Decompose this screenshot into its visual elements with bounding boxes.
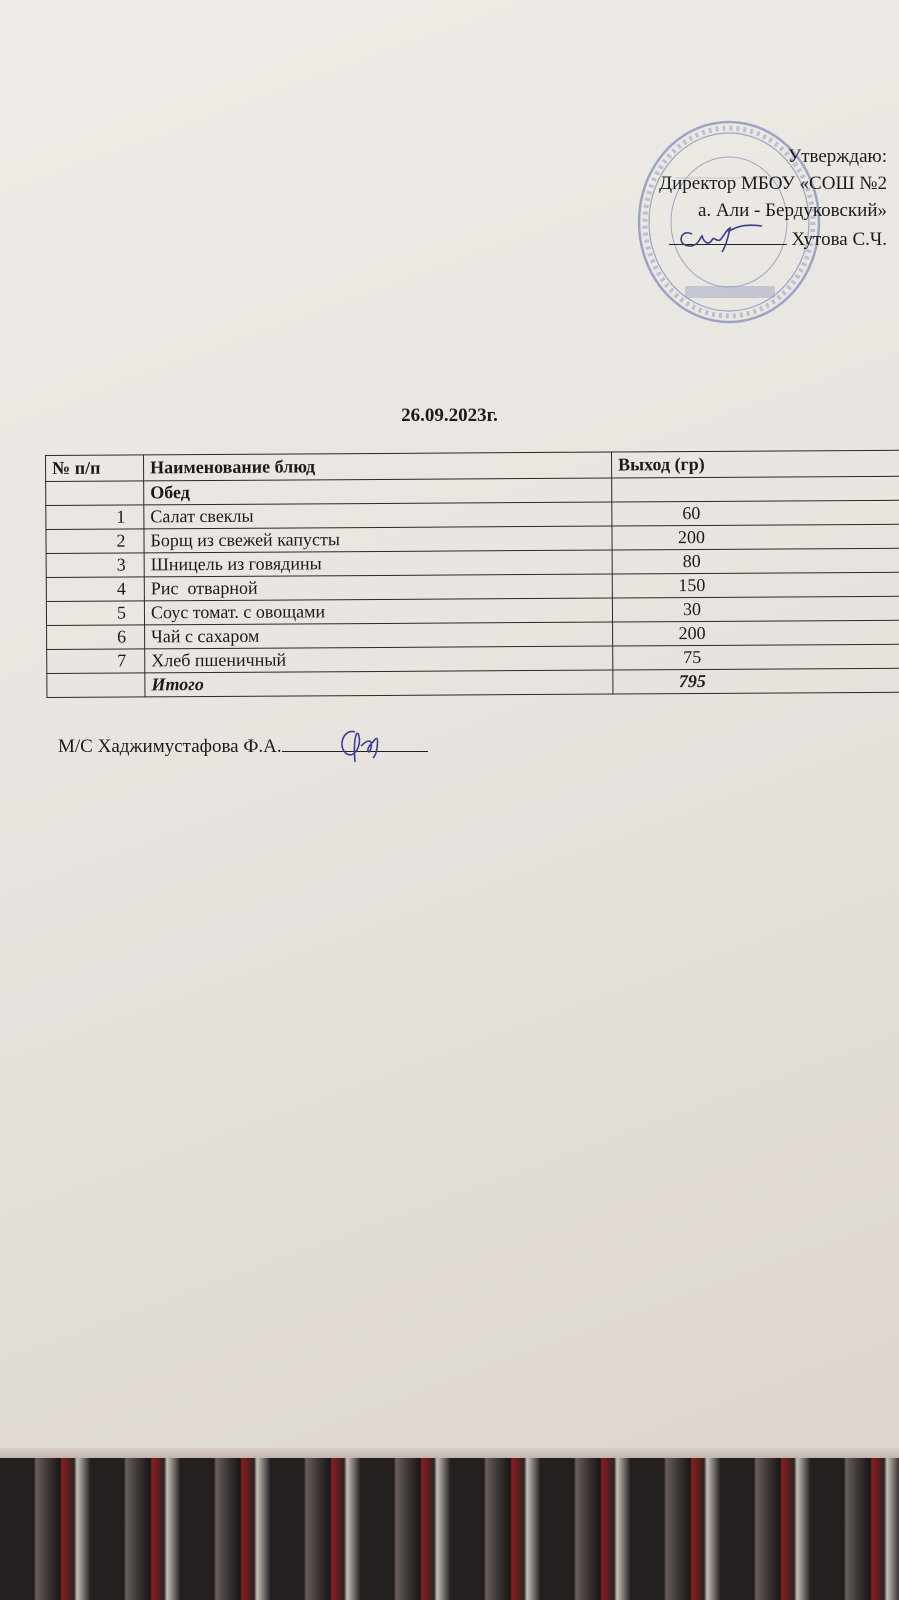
- row-number: 6: [47, 625, 145, 650]
- row-number: 3: [46, 553, 144, 578]
- menu-date: 26.09.2023г.: [401, 405, 498, 426]
- dish-name: Рис отварной: [144, 574, 612, 601]
- approval-title: Утверждаю:: [787, 146, 887, 167]
- dish-weight: 75: [613, 644, 899, 670]
- background-surface: [0, 1458, 899, 1600]
- approval-school: а. Али - Бердуковский»: [697, 200, 887, 221]
- nurse-signature: [325, 718, 410, 768]
- total-value: 795: [613, 668, 899, 694]
- row-number: 4: [46, 577, 144, 602]
- dish-name: Салат свеклы: [144, 502, 612, 529]
- dish-weight: 80: [612, 548, 899, 574]
- dish-name: Чай с сахаром: [145, 622, 613, 649]
- dish-weight: 150: [612, 572, 899, 598]
- dish-name: Борщ из свежей капусты: [144, 526, 612, 553]
- section-label: Обед: [144, 478, 612, 505]
- paper-edge: [0, 1448, 899, 1458]
- total-row: [47, 668, 899, 697]
- nurse-name: М/С Хаджимустафова Ф.А.: [58, 736, 282, 757]
- approval-position: Директор МБОУ «СОШ №2: [659, 173, 887, 194]
- dish-weight: 30: [612, 596, 899, 622]
- row-number: 7: [47, 649, 145, 674]
- dish-name: Шницель из говядины: [144, 550, 612, 577]
- dish-name: Хлеб пшеничный: [145, 646, 613, 673]
- header-dish-name: Наименование блюд: [144, 452, 612, 481]
- dish-weight: 60: [612, 500, 899, 526]
- menu-table: [45, 450, 899, 698]
- director-signature: [670, 216, 770, 256]
- row-number: 2: [46, 529, 144, 554]
- dish-name: Соус томат. с овощами: [144, 598, 612, 625]
- header-weight: Выход (гр): [611, 450, 899, 478]
- row-number: 1: [46, 505, 144, 530]
- total-label: Итого: [145, 670, 613, 697]
- dish-weight: 200: [612, 524, 899, 550]
- row-number: 5: [46, 601, 144, 626]
- header-number: № п/п: [46, 455, 144, 482]
- director-name: Хутова С.Ч.: [791, 229, 887, 250]
- dish-weight: 200: [613, 620, 899, 646]
